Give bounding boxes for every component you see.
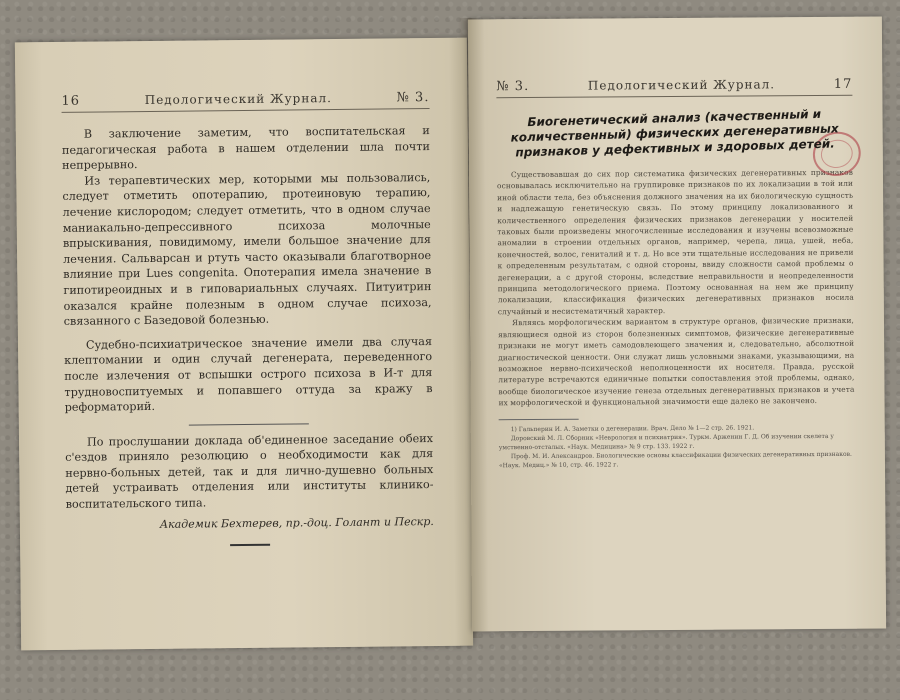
footnote: Доровский М. Л. Сборник «Неврология и психиатрия». Туркм. Арженин Г. Д. Об изучении скелета у умственно-отсталых. «Наук. Медицина» № 9 стр. 133. 1922 г. xyxy=(498,432,834,451)
paragraph: В заключение заметим, что воспитательская и педагогическая работа в нашем отделении шла почти непрерывно. xyxy=(61,124,431,173)
footnote: Проф. М. И. Александров. Биологические основы классификации физических дегенеративных признаков. «Наук. Медиц.» № 10, стр. 46. 1922 г. xyxy=(498,450,852,469)
paragraph: Судебно-психиатрическое значение имели два случая клептомании и один случай дегенерата, переведенного после излечения от вспышки острого психоза в И-т для трудновоспитуемых и попавшего оттуда за кражу в реформаторий. xyxy=(64,334,433,414)
section-divider xyxy=(189,423,309,425)
paragraph: По прослушании доклада об'единенное заседание обеих с'ездов приняло резолюцию о необходимости как для нервно-больных детей, так и для лично-душевно больных детей устраивать отделения или институты клинико-воспитательского типа. xyxy=(65,431,434,511)
paragraph: Из терапевтических мер, которыми мы пользовались, следует отметить опотерапию, протеиновую терапию, лечение кислородом; следует отметить, что в одном случае маниакально-депрессивного психоза молочные впрыскивания, повидимому, имели большое значение для лечения. Сальварсан и ртуть часто оказывали благотворное влияние при Lues congenita. Опотерапия имела значение в гипотиреоидных и в гиповариальных случаях. Питуитрин оказался крайне полезным в одном случае психоза, связанного с Базедовой болезнью. xyxy=(62,170,432,329)
running-title-left: Педологический Журнал. xyxy=(144,91,332,108)
page-number-right: 17 xyxy=(833,76,853,92)
issue-number-right: № 3. xyxy=(496,79,530,95)
left-page-header xyxy=(61,90,429,113)
right-page-body xyxy=(497,167,855,409)
signature: Академик Бехтерев, пр.-доц. Голант и Пескр. xyxy=(159,514,434,531)
article-title: Биогенетический анализ (качественный и количественный) физических дегенеративных признаков у дефективных и здоровых детей. xyxy=(510,106,839,160)
footnote-divider xyxy=(499,418,579,420)
footnote: 1) Гальперин И. А. Заметки о дегенерации. Врач. Дело № 1—2 стр. 26. 1921. xyxy=(510,423,755,433)
running-title-right: Педологический Журнал. xyxy=(587,77,776,93)
left-page-body xyxy=(62,123,434,547)
left-page xyxy=(15,38,473,651)
issue-number-left: № 3. xyxy=(396,90,430,106)
page-number-left: 16 xyxy=(61,93,81,109)
end-rule xyxy=(230,543,270,545)
paragraph: Являясь морфологическим вариантом в структуре органов, физические признаки, являющиеся одной из сторон болезненных симптомов, физические дегенеративные признаки не могут иметь самодовлеющего значения и, следовательно, абсолютной диагностической ценности. Они служат лишь условными знаками, указывающими, на возможное нервно-психической неполноценности их носителя. Правда, русской литературе встречаются единичные попытки сопоставления этой проблемы, однако, вообще биологическое изучение генеза отдельных дегенеративных признаков и учета их морфологической и функциональной значимости еще далеко не закончено. xyxy=(498,316,855,408)
right-page xyxy=(468,17,886,632)
footnotes xyxy=(499,422,855,469)
paragraph: Существовавшая до сих пор систематика физических дегенеративных признаков основывалась исключительно на группировке признаков по их локализации в той или иной области тела, без объяснения должного значения на их биологическую сущность и надлежащую генетическую связь. По этому принципу локализованного и количественного определения физических признаков дегенерации у носителей таковых были произведены многочисленные исследования и изучены всевозможные аномалии в строении отдельных органов, например, черепа, лица, ушей, неба, конечностей, волос, гениталий и т. д. Но все эти тщательные исследования не привели к определенным результатам, с одной стороны, ввиду сложности самой проблемы о дегенерации, а с другой стороны, вследствие неправильности и неопределенности принципа методологического приема. Поэтому основанная на нем же принципу локализации, классификация физических дегенеративных признаков носила случайный и несистематичный характер. xyxy=(497,167,854,317)
right-page-header xyxy=(496,77,852,98)
